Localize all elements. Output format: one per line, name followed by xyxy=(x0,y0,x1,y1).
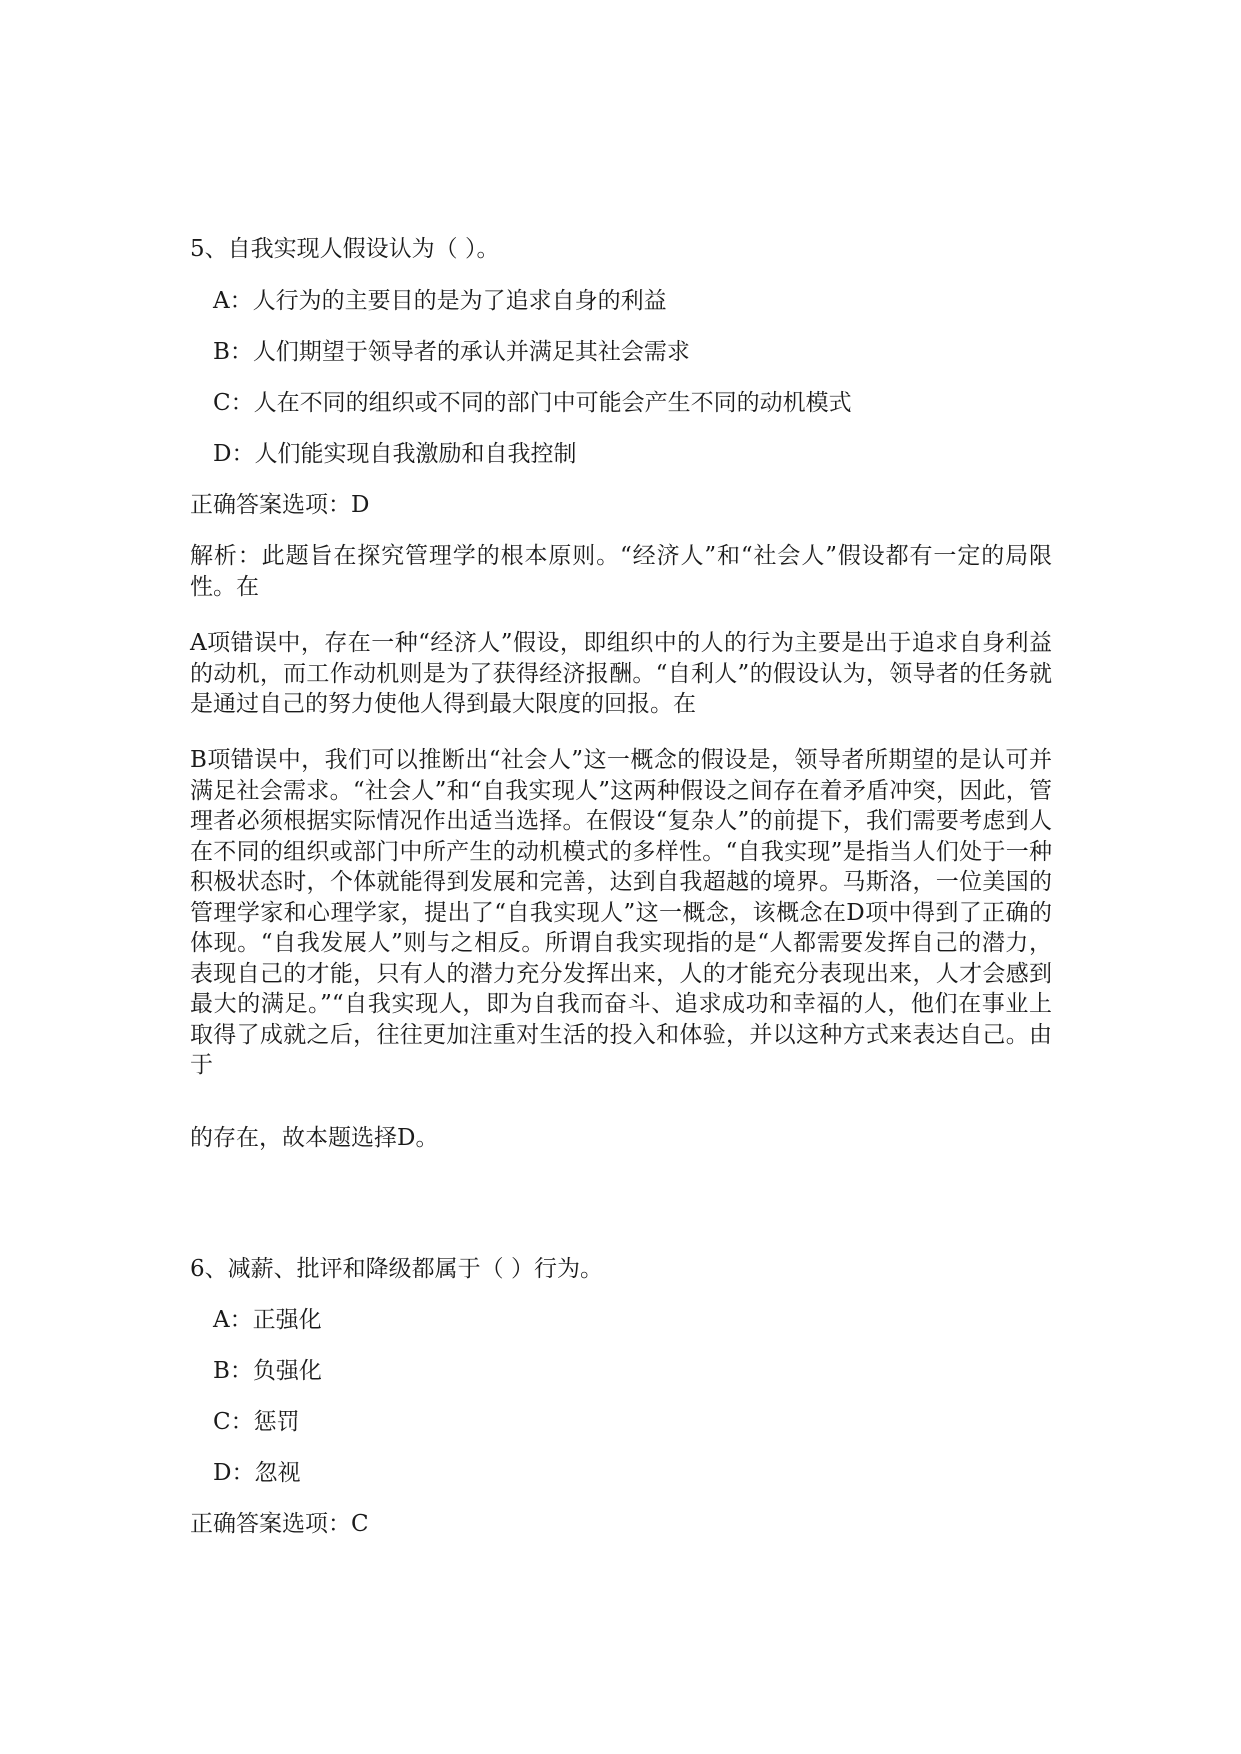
question-6-option-a: A：正强化 xyxy=(213,1307,322,1333)
question-5-option-a: A：人行为的主要目的是为了追求自身的利益 xyxy=(213,288,667,314)
question-5-analysis-option-b: B项错误中，我们可以推断出“社会人”这一概念的假设是，领导者所期望的是认可并满足社会需求。“社会人”和“自我实现人”这两种假设之间存在着矛盾冲突，因此，管理者必须根据实际情况作出适当选择。在假设“复杂人”的前提下，我们需要考虑到人在不同的组织或部门中所产生的动机模式的多样性。“自我实现”是指当人们处于一种积极状态时，个体就能得到发展和完善，达到自我超越的境界。马斯洛，一位美国的管理学家和心理学家，提出了“自我实现人”这一概念，该概念在D项中得到了正确的体现。“自我发展人”则与之相反。所谓自我实现指的是“人都需要发挥自己的潜力，表现自己的才能，只有人的潜力充分发挥出来，人的才能充分表现出来，人才会感到最大的满足。”“自我实现人，即为自我而奋斗、追求成功和幸福的人，他们在事业上取得了成就之后，往往更加注重对生活的投入和体验，并以这种方式来表达自己。由于 xyxy=(190,747,1052,1078)
question-5-analysis-intro: 解析：此题旨在探究管理学的根本原则。“经济人”和“社会人”假设都有一定的局限性。在 xyxy=(190,543,1052,600)
question-5-analysis-conclusion: 的存在，故本题选择D。 xyxy=(190,1125,439,1151)
question-6-option-d: D：忽视 xyxy=(213,1460,301,1486)
question-5-option-d: D：人们能实现自我激励和自我控制 xyxy=(213,441,577,467)
question-6-answer: 正确答案选项：C xyxy=(190,1511,369,1537)
question-5-option-b: B：人们期望于领导者的承认并满足其社会需求 xyxy=(213,339,690,365)
question-5-option-c: C：人在不同的组织或不同的部门中可能会产生不同的动机模式 xyxy=(213,390,852,416)
question-6-option-b: B：负强化 xyxy=(213,1358,322,1384)
question-5-answer: 正确答案选项：D xyxy=(190,492,370,518)
question-6-title: 6、减薪、批评和降级都属于（ ）行为。 xyxy=(190,1256,603,1282)
question-5-analysis-option-a: A项错误中，存在一种“经济人”假设，即组织中的人的行为主要是出于追求自身利益的动机，而工作动机则是为了获得经济报酬。“自利人”的假设认为，领导者的任务就是通过自己的努力使他人得到最大限度的回报。在 xyxy=(190,630,1052,717)
question-6-option-c: C：惩罚 xyxy=(213,1409,300,1435)
question-5-title: 5、自我实现人假设认为（ ）。 xyxy=(190,236,500,262)
